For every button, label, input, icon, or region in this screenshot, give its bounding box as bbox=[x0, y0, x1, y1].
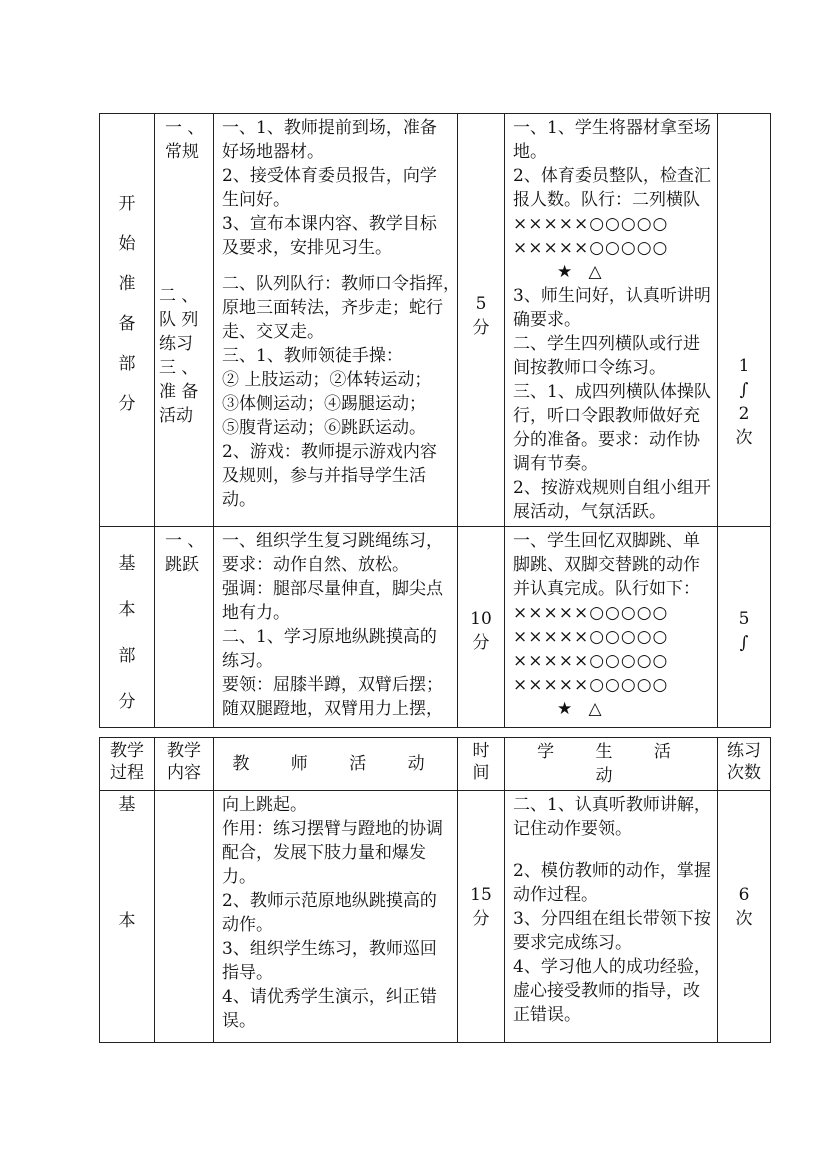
student-line: 二、1、认真听教师讲解， bbox=[513, 795, 711, 815]
student-line: 2、模仿教师的动作，掌握 bbox=[513, 861, 711, 881]
teacher-line: 原地三面转法，齐步走；蛇行 bbox=[222, 298, 443, 318]
stage-char: 基 bbox=[118, 554, 136, 574]
stage-cell-start bbox=[100, 114, 155, 527]
content-line: 队 列 bbox=[159, 310, 199, 330]
teacher-line: 随双腿蹬地，双臂用力上摆， bbox=[222, 699, 443, 719]
header-content bbox=[155, 738, 214, 791]
student-line: 展活动，气氛活跃。 bbox=[513, 502, 666, 522]
header-text: 次数 bbox=[727, 763, 761, 783]
stage-char: 开 bbox=[118, 194, 136, 214]
stage-char: 本 bbox=[118, 600, 136, 620]
teacher-line: 二、1、学习原地纵跳摸高的 bbox=[222, 627, 437, 647]
student-activity-cell-basic-cont bbox=[505, 791, 718, 1043]
student-line: 间按教师口令练习。 bbox=[513, 358, 666, 378]
header-text: 过程 bbox=[110, 763, 144, 783]
teacher-line: 要求：动作自然、放松。 bbox=[222, 555, 409, 575]
teacher-line: 生问好。 bbox=[222, 190, 290, 210]
formation-markers: ★ △ bbox=[557, 699, 602, 719]
teacher-line: 地有力。 bbox=[222, 603, 290, 623]
stage-char: 分 bbox=[118, 692, 136, 712]
teacher-line: 三、1、教师领徒手操： bbox=[222, 346, 403, 366]
teacher-line: 及规则，参与并指导学生活 bbox=[222, 466, 426, 486]
content-line: 练习 bbox=[159, 334, 193, 354]
teacher-activity-cell-basic bbox=[214, 527, 458, 728]
student-line: 2、按游戏规则自组小组开 bbox=[513, 478, 711, 498]
formation-line: ×××××○○○○○ bbox=[513, 651, 669, 671]
content-line: 二 、 bbox=[159, 286, 199, 306]
reps-line: 5 bbox=[738, 609, 750, 629]
student-line: 3、分四组在组长带领下按 bbox=[513, 909, 711, 929]
reps-cell-basic-cont bbox=[718, 791, 771, 1043]
teacher-line: 好场地器材。 bbox=[222, 142, 324, 162]
reps-line: 次 bbox=[735, 909, 753, 929]
teacher-line: 3、组织学生练习，教师巡回 bbox=[222, 939, 437, 959]
teacher-line: 一、1、教师提前到场，准备 bbox=[222, 118, 437, 138]
reps-line: ∫ bbox=[739, 633, 749, 653]
teacher-line: 练习。 bbox=[222, 651, 273, 671]
teacher-activity-cell-basic-cont bbox=[214, 791, 458, 1043]
teacher-line: 向上跳起。 bbox=[222, 795, 307, 815]
time-value: 15 bbox=[470, 885, 492, 905]
student-line: 脚跳、双脚交替跳的动作 bbox=[513, 555, 700, 575]
time-cell-start bbox=[458, 114, 505, 527]
reps-cell-start bbox=[718, 114, 771, 527]
content-cell-start bbox=[155, 114, 214, 527]
header-student-activity bbox=[505, 738, 718, 791]
teacher-line: 误。 bbox=[222, 1011, 256, 1031]
teacher-line: ③体侧运动；④踢腿运动； bbox=[222, 394, 426, 414]
stage-char: 本 bbox=[118, 911, 136, 931]
reps-line: ∫ bbox=[739, 380, 749, 400]
student-line: 报人数。队行：二列横队 bbox=[513, 190, 700, 210]
content-cell-basic bbox=[155, 527, 214, 728]
lesson-table-part1 bbox=[99, 113, 771, 728]
header-process bbox=[100, 738, 155, 791]
header-text: 间 bbox=[472, 763, 490, 783]
teacher-activity-cell-start bbox=[214, 114, 458, 527]
teacher-line: 作用：练习摆臂与蹬地的协调 bbox=[222, 819, 443, 839]
time-cell-basic-cont bbox=[458, 791, 505, 1043]
table-row-basic bbox=[100, 527, 771, 728]
content-line: 跳跃 bbox=[165, 555, 199, 575]
student-line: 分的准备。要求：动作协 bbox=[513, 430, 700, 450]
teacher-line: 力。 bbox=[222, 867, 256, 887]
stage-cell-basic-cont bbox=[100, 791, 155, 1043]
content-line: 准 备 bbox=[159, 382, 199, 402]
header-text: 内容 bbox=[167, 763, 201, 783]
teacher-line: 2、教师示范原地纵跳摸高的 bbox=[222, 891, 437, 911]
teacher-line: 强调：腿部尽量伸直，脚尖点 bbox=[222, 579, 443, 599]
header-text: 教学 bbox=[110, 741, 144, 761]
time-unit: 分 bbox=[472, 318, 490, 338]
reps-line: 2 bbox=[738, 404, 750, 424]
student-line: 虚心接受教师的指导，改 bbox=[513, 981, 700, 1001]
reps-line: 次 bbox=[735, 428, 753, 448]
reps-cell-basic bbox=[718, 527, 771, 728]
student-line: 2、体育委员整队，检查汇 bbox=[513, 166, 711, 186]
time-value: 5 bbox=[475, 294, 487, 314]
teacher-line: 要领：屈膝半蹲，双臂后摆； bbox=[222, 675, 443, 695]
content-line: 一 、 bbox=[165, 531, 205, 551]
student-line: 行，听口令跟教师做好充 bbox=[513, 406, 700, 426]
teacher-line: 4、请优秀学生演示，纠正错 bbox=[222, 987, 437, 1007]
student-line: 正错误。 bbox=[513, 1005, 581, 1025]
teacher-line: 动。 bbox=[222, 490, 256, 510]
stage-cell-basic bbox=[100, 527, 155, 728]
stage-char: 准 bbox=[118, 274, 136, 294]
student-activity-cell-basic bbox=[505, 527, 718, 728]
teacher-line: ⑤腹背运动；⑥跳跃运动。 bbox=[222, 418, 426, 438]
header-teacher-activity bbox=[214, 738, 458, 791]
formation-line: ×××××○○○○○ bbox=[513, 675, 669, 695]
teacher-line: 2、游戏：教师提示游戏内容 bbox=[222, 442, 437, 462]
stage-char: 始 bbox=[118, 234, 136, 254]
stage-char: 分 bbox=[118, 394, 136, 414]
stage-char: 备 bbox=[118, 314, 136, 334]
header-reps bbox=[718, 738, 771, 791]
table-row-basic-cont bbox=[100, 791, 771, 1043]
student-line: 确要求。 bbox=[513, 310, 581, 330]
teacher-line: 配合，发展下肢力量和爆发 bbox=[222, 843, 426, 863]
student-line: 一、1、学生将器材拿至场 bbox=[513, 118, 711, 138]
table-header-row bbox=[100, 738, 771, 791]
teacher-line: 2、接受体育委员报告，向学 bbox=[222, 166, 437, 186]
time-value: 10 bbox=[470, 609, 492, 629]
header-text: 教学 bbox=[167, 741, 201, 761]
student-line: 3、师生问好，认真听讲明 bbox=[513, 286, 711, 306]
student-line: 动作过程。 bbox=[513, 885, 598, 905]
stage-char: 部 bbox=[118, 646, 136, 666]
header-text: 教 师 活 动 bbox=[232, 754, 443, 774]
student-activity-cell-start bbox=[505, 114, 718, 527]
header-time bbox=[458, 738, 505, 791]
student-line: 4、学习他人的成功经验， bbox=[513, 957, 711, 977]
content-line: 活动 bbox=[159, 406, 193, 426]
table-row-start bbox=[100, 114, 771, 527]
student-line: 地。 bbox=[513, 142, 547, 162]
student-line: 二、学生四列横队或行进 bbox=[513, 334, 700, 354]
reps-line: 1 bbox=[738, 356, 750, 376]
teacher-line: 动作。 bbox=[222, 915, 273, 935]
content-cell-basic-cont bbox=[155, 791, 214, 1043]
content-line: 常规 bbox=[165, 142, 199, 162]
student-line: 三、1、成四列横队体操队 bbox=[513, 382, 711, 402]
formation-line: ×××××○○○○○ bbox=[513, 238, 669, 258]
stage-char: 基 bbox=[118, 795, 136, 815]
header-text: 学 生 活 动 bbox=[537, 742, 689, 786]
teacher-line: 3、宣布本课内容、教学目标 bbox=[222, 214, 437, 234]
teacher-line: 一、组织学生复习跳绳练习， bbox=[222, 531, 443, 551]
formation-markers: ★ △ bbox=[557, 262, 602, 282]
time-cell-basic bbox=[458, 527, 505, 728]
formation-line: ×××××○○○○○ bbox=[513, 214, 669, 234]
content-line: 一 、 bbox=[165, 118, 205, 138]
reps-line: 6 bbox=[738, 885, 750, 905]
teacher-line: 二、队列队行：教师口令指挥， bbox=[222, 274, 460, 294]
teacher-line: 指导。 bbox=[222, 963, 273, 983]
student-line: 记住动作要领。 bbox=[513, 819, 632, 839]
content-line: 三 、 bbox=[159, 358, 199, 378]
header-text: 练习 bbox=[727, 741, 761, 761]
stage-char: 部 bbox=[118, 354, 136, 374]
time-unit: 分 bbox=[472, 633, 490, 653]
teacher-line: ② 上肢运动；②体转运动； bbox=[222, 370, 432, 390]
teacher-line: 及要求，安排见习生。 bbox=[222, 238, 392, 258]
student-line: 调有节奏。 bbox=[513, 454, 598, 474]
formation-line: ×××××○○○○○ bbox=[513, 603, 669, 623]
student-line: 要求完成练习。 bbox=[513, 933, 632, 953]
lesson-table-part2 bbox=[99, 737, 771, 1043]
time-unit: 分 bbox=[472, 909, 490, 929]
header-text: 时 bbox=[472, 741, 490, 761]
student-line: 并认真完成。队行如下： bbox=[513, 579, 700, 599]
formation-line: ×××××○○○○○ bbox=[513, 627, 669, 647]
student-line: 一、学生回忆双脚跳、单 bbox=[513, 531, 700, 551]
teacher-line: 走、交叉走。 bbox=[222, 322, 324, 342]
